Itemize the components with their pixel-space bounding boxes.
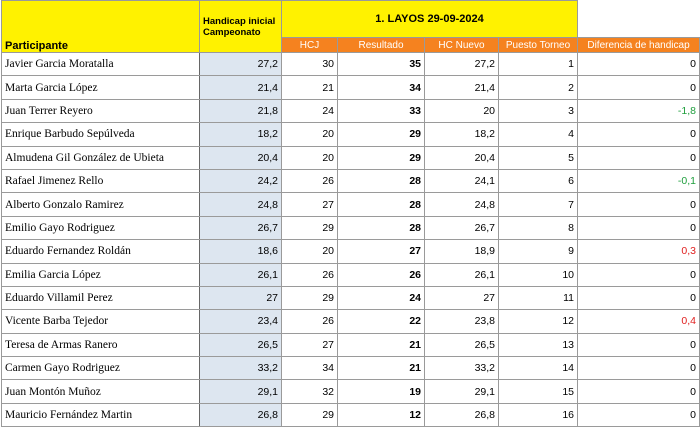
participant-name: Vicente Barba Tejedor — [2, 310, 200, 333]
puesto-torneo-cell: 4 — [499, 123, 578, 146]
hcj-cell: 34 — [282, 357, 338, 380]
hcj-cell: 26 — [282, 169, 338, 192]
participant-name: Eduardo Villamil Perez — [2, 286, 200, 309]
puesto-torneo-cell: 8 — [499, 216, 578, 239]
diferencia-handicap-cell: 0 — [578, 76, 700, 99]
handicap-inicial-cell: 29,1 — [200, 380, 282, 403]
participant-name: Rafael Jimenez Rello — [2, 169, 200, 192]
participant-name: Emilio Gayo Rodriguez — [2, 216, 200, 239]
participant-name: Enrique Barbudo Sepúlveda — [2, 123, 200, 146]
table-row — [2, 216, 700, 239]
hcj-cell: 24 — [282, 99, 338, 122]
participant-name: Juan Montón Muñoz — [2, 380, 200, 403]
puesto-torneo-cell: 9 — [499, 240, 578, 263]
puesto-torneo-cell: 7 — [499, 193, 578, 216]
handicap-inicial-cell: 18,2 — [200, 123, 282, 146]
handicap-inicial-cell: 21,8 — [200, 99, 282, 122]
diferencia-handicap-cell: 0 — [578, 146, 700, 169]
diferencia-handicap-cell: 0 — [578, 333, 700, 356]
participant-name: Almudena Gil González de Ubieta — [2, 146, 200, 169]
puesto-torneo-cell: 14 — [499, 357, 578, 380]
puesto-torneo-cell: 10 — [499, 263, 578, 286]
hcj-cell: 21 — [282, 76, 338, 99]
hc-nuevo-cell: 27,2 — [425, 53, 499, 76]
handicap-inicial-cell: 33,2 — [200, 357, 282, 380]
hcj-cell: 30 — [282, 53, 338, 76]
hcj-cell: 29 — [282, 216, 338, 239]
puesto-torneo-cell: 3 — [499, 99, 578, 122]
participant-name: Eduardo Fernandez Roldán — [2, 240, 200, 263]
hcj-cell: 20 — [282, 123, 338, 146]
hc-nuevo-cell: 21,4 — [425, 76, 499, 99]
hc-nuevo-cell: 29,1 — [425, 380, 499, 403]
table-row — [2, 403, 700, 426]
hc-nuevo-cell: 26,7 — [425, 216, 499, 239]
hc-nuevo-cell: 20,4 — [425, 146, 499, 169]
handicap-inicial-cell: 26,7 — [200, 216, 282, 239]
subheader-hc-nuevo: HC Nuevo — [425, 38, 499, 53]
resultado-cell: 21 — [338, 333, 425, 356]
resultado-cell: 35 — [338, 53, 425, 76]
diferencia-handicap-cell: 0 — [578, 216, 700, 239]
subheader-puesto-torneo: Puesto Torneo — [499, 38, 578, 53]
table-row — [2, 146, 700, 169]
hcj-cell: 32 — [282, 380, 338, 403]
table-row — [2, 310, 700, 333]
table-row — [2, 76, 700, 99]
subheader-hcj: HCJ — [282, 38, 338, 53]
puesto-torneo-cell: 6 — [499, 169, 578, 192]
table-row — [2, 169, 700, 192]
handicap-inicial-cell: 24,2 — [200, 169, 282, 192]
participant-name: Carmen Gayo Rodriguez — [2, 357, 200, 380]
table-row — [2, 240, 700, 263]
diferencia-handicap-cell: 0,3 — [578, 240, 700, 263]
table-row — [2, 333, 700, 356]
diferencia-handicap-cell: 0 — [578, 380, 700, 403]
hcj-cell: 29 — [282, 403, 338, 426]
resultado-cell: 28 — [338, 216, 425, 239]
table-row — [2, 193, 700, 216]
puesto-torneo-cell: 16 — [499, 403, 578, 426]
handicap-inicial-cell: 27 — [200, 286, 282, 309]
tournament-title: 1. LAYOS 29-09-2024 — [282, 1, 578, 38]
handicap-inicial-cell: 26,5 — [200, 333, 282, 356]
diferencia-handicap-cell: 0 — [578, 123, 700, 146]
resultado-cell: 12 — [338, 403, 425, 426]
hcj-cell: 27 — [282, 193, 338, 216]
hcj-cell: 26 — [282, 263, 338, 286]
hcj-cell: 20 — [282, 240, 338, 263]
puesto-torneo-cell: 5 — [499, 146, 578, 169]
hc-nuevo-cell: 24,8 — [425, 193, 499, 216]
handicap-inicial-cell: 24,8 — [200, 193, 282, 216]
participant-name: Teresa de Armas Ranero — [2, 333, 200, 356]
hcj-cell: 27 — [282, 333, 338, 356]
resultado-cell: 33 — [338, 99, 425, 122]
resultado-cell: 29 — [338, 123, 425, 146]
participant-name: Marta Garcia López — [2, 76, 200, 99]
diferencia-handicap-cell: 0,4 — [578, 310, 700, 333]
participant-name: Javier Garcia Moratalla — [2, 53, 200, 76]
hc-nuevo-cell: 33,2 — [425, 357, 499, 380]
resultado-cell: 21 — [338, 357, 425, 380]
table-row — [2, 357, 700, 380]
hc-nuevo-cell: 24,1 — [425, 169, 499, 192]
diferencia-handicap-cell: 0 — [578, 286, 700, 309]
diferencia-handicap-cell: 0 — [578, 357, 700, 380]
diferencia-handicap-cell: 0 — [578, 53, 700, 76]
table-row — [2, 53, 700, 76]
resultado-cell: 24 — [338, 286, 425, 309]
participant-name: Emilia Garcia López — [2, 263, 200, 286]
subheader-resultado: Resultado — [338, 38, 425, 53]
handicap-inicial-cell: 26,8 — [200, 403, 282, 426]
hc-nuevo-cell: 20 — [425, 99, 499, 122]
puesto-torneo-cell: 15 — [499, 380, 578, 403]
puesto-torneo-cell: 13 — [499, 333, 578, 356]
resultado-cell: 34 — [338, 76, 425, 99]
hcj-cell: 29 — [282, 286, 338, 309]
handicap-inicial-cell: 26,1 — [200, 263, 282, 286]
resultado-cell: 29 — [338, 146, 425, 169]
hcj-cell: 26 — [282, 310, 338, 333]
header-blank-cell — [578, 1, 700, 38]
participant-name: Mauricio Fernández Martin — [2, 403, 200, 426]
hc-nuevo-cell: 26,8 — [425, 403, 499, 426]
handicap-inicial-cell: 18,6 — [200, 240, 282, 263]
table-row — [2, 286, 700, 309]
puesto-torneo-cell: 11 — [499, 286, 578, 309]
table-row — [2, 99, 700, 122]
resultado-cell: 28 — [338, 193, 425, 216]
resultado-cell: 22 — [338, 310, 425, 333]
diferencia-handicap-cell: -0,1 — [578, 169, 700, 192]
diferencia-handicap-cell: 0 — [578, 193, 700, 216]
hc-nuevo-cell: 23,8 — [425, 310, 499, 333]
participant-name: Juan Terrer Reyero — [2, 99, 200, 122]
handicap-inicial-cell: 21,4 — [200, 76, 282, 99]
resultado-cell: 28 — [338, 169, 425, 192]
hcj-cell: 20 — [282, 146, 338, 169]
resultado-cell: 27 — [338, 240, 425, 263]
puesto-torneo-cell: 2 — [499, 76, 578, 99]
header-handicap-inicial: Handicap inicial Campeonato — [200, 1, 282, 53]
puesto-torneo-cell: 12 — [499, 310, 578, 333]
diferencia-handicap-cell: 0 — [578, 263, 700, 286]
table-row — [2, 380, 700, 403]
hc-nuevo-cell: 26,5 — [425, 333, 499, 356]
participant-name: Alberto Gonzalo Ramirez — [2, 193, 200, 216]
hc-nuevo-cell: 18,9 — [425, 240, 499, 263]
hc-nuevo-cell: 27 — [425, 286, 499, 309]
handicap-inicial-cell: 20,4 — [200, 146, 282, 169]
results-table — [1, 0, 700, 427]
hc-nuevo-cell: 26,1 — [425, 263, 499, 286]
table-row — [2, 123, 700, 146]
hc-nuevo-cell: 18,2 — [425, 123, 499, 146]
header-participante: Participante — [2, 1, 200, 53]
diferencia-handicap-cell: -1,8 — [578, 99, 700, 122]
resultado-cell: 19 — [338, 380, 425, 403]
table-row — [2, 263, 700, 286]
handicap-inicial-cell: 23,4 — [200, 310, 282, 333]
diferencia-handicap-cell: 0 — [578, 403, 700, 426]
subheader-diferencia-handicap: Diferencia de handicap — [578, 38, 700, 53]
handicap-inicial-cell: 27,2 — [200, 53, 282, 76]
resultado-cell: 26 — [338, 263, 425, 286]
puesto-torneo-cell: 1 — [499, 53, 578, 76]
